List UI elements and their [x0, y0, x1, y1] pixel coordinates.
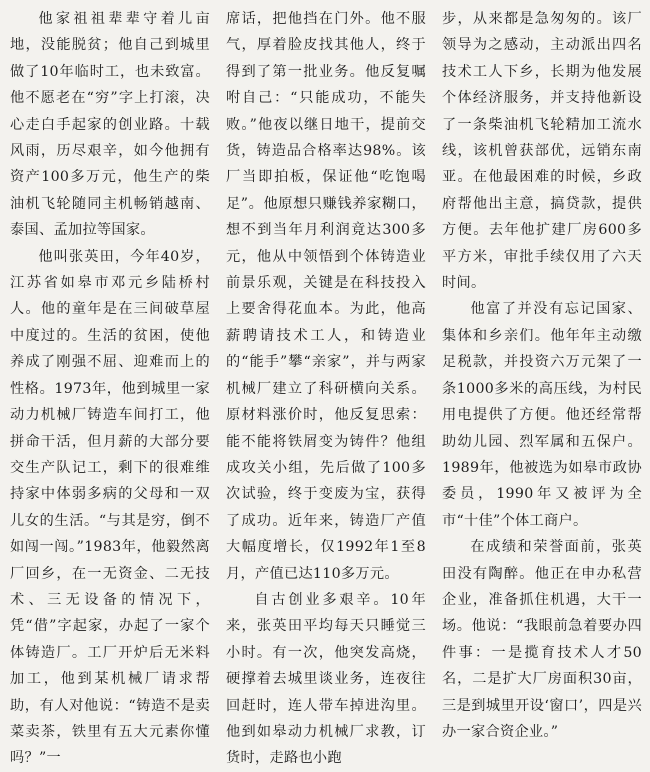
column-3: [432, 0, 648, 740]
paragraph-continued: 席话，把他挡在门外。他不服气，厚着脸皮找其他人，终于得到了第一批业务。他反复嘱咐自己：“只能成功，不能失败。”他夜以继日地干，提前交货，铸造品合格率达98%。该厂当即拍板，保证他“吃饱喝足”。他原想只赚钱养家糊口，想不到当年月利润竟达300多元，他从中领悟到个体铸造业前景乐观，关键是在科技投入上要舍得花血本。为此，他高薪聘请技术工人，和铸造业的“能手”攀“亲家”，并与两家机械厂建立了科研横向关系。原材料涨价时，他反复思索：能不能将铁屑变为铸件？他组成攻关小组，先后做了100多次试验，终于变废为宝，获得了成功。近年来，铸造厂产值大幅度增长，仅1992年1至8月，产值已达110多万元。: [226, 11, 426, 582]
paragraph: 他叫张英田，今年40岁，江苏省如皋市邓元乡陆桥村人。他的童年是在三间破草屋中度过的。生活的贫困，使他养成了刚强不屈、迎难而上的性格。1973年，他到城里一家动力机械厂铸造车间打工，他拼命干活，但月薪的大部分要交生产队记工，剩下的很难维持家中体弱多病的父母和一双儿女的生活。“与其是穷，倒不如闯一闯。”1983年，他毅然离厂回乡，在一无资金、二无技术、三无设备的情况下，凭“借”字起家，办起了一家个体铸造厂。工厂开炉后无米料加工，他到某机械厂请求帮助，有人对他说：“铸造不是卖菜卖茶，铁里有五大元素你懂吗？”一: [10, 248, 210, 767]
paragraph: 在成绩和荣誉面前，张英田没有陶醉。他正在申办私营企业，准备抓住机遇，大干一场。他说：“我眼前急着要办四件事：一是揽育技术人才50名，二是扩大厂房面积30亩，三是到城里开设‘窗口’，四是兴办一家合资企业。”: [442, 539, 642, 740]
paragraph: 他富了并没有忘记国家、集体和乡亲们。他年年主动缴足税款，并投资六万元架了一条1000多米的高压线，为村民用电提供了方便。他还经常帮助幼儿园、烈军属和五保户。1989年，他被选为如皋市政协委员，1990年又被评为全市“十佳”个体工商户。: [442, 301, 642, 529]
paragraph-continued: 步，从来都是急匆匆的。该厂领导为之感动，主动派出四名技术工人下乡，长期为他发展个体经济服务，并支持他新设了一条柴油机飞轮精加工流水线，该机曾获部优，远销东南亚。在他最困难的时候，乡政府帮他出主意，搞贷款，提供方便。去年他扩建厂房600多平方米，审批手续仅用了六天时间。: [442, 11, 642, 292]
column-2: [216, 0, 432, 767]
paragraph: 自古创业多艰辛。10年来，张英田平均每天只睡觉三小时。有一次，他突发高烧，硬撑着去城里谈业务，连夜往回赶时，连人带车掉进沟里。他到如皋动力机械厂求教，订货时，走路也小跑: [226, 591, 426, 767]
column-1: [0, 0, 216, 767]
paragraph: 他家祖祖辈辈守着儿亩地，没能脱贫；他自己到城里做了10年临时工，也未致富。他不愿老在“穷”字上打滚，决心走白手起家的创业路。十载风雨，历尽艰辛，如今他拥有资产100多万元，他生产的柴油机飞轮随同主机畅销越南、泰国、孟加拉等国家。: [10, 11, 210, 239]
